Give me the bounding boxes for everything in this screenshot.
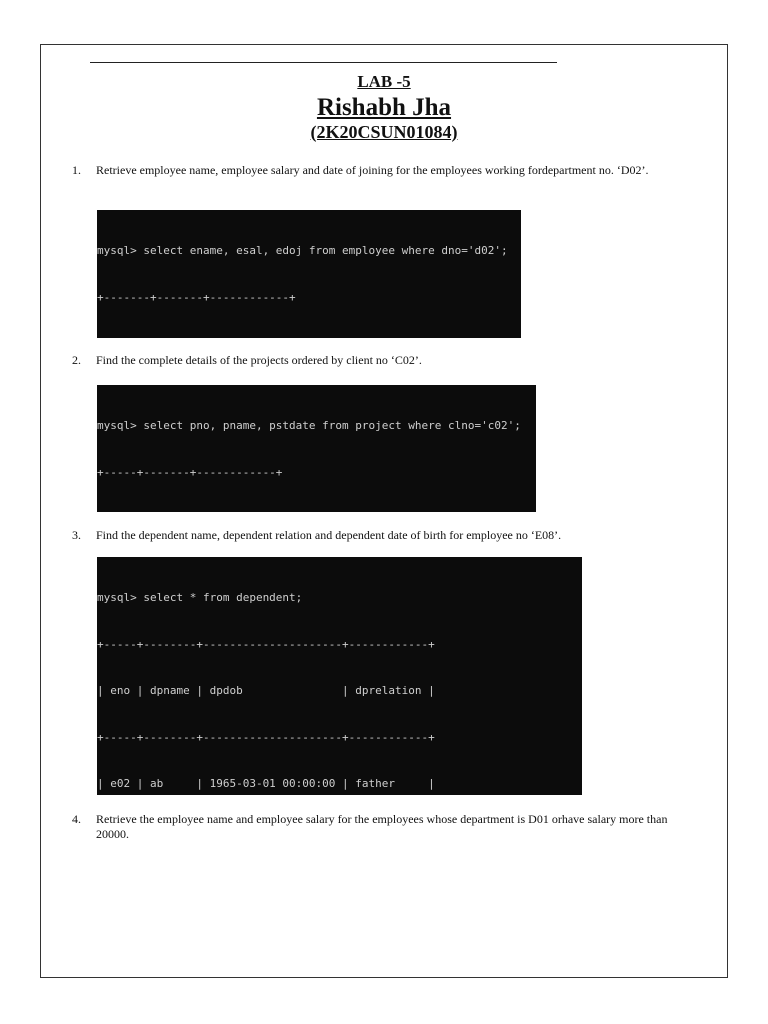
terminal-line: +-----+--------+---------------------+------------+ xyxy=(97,637,435,651)
question-2 xyxy=(72,353,702,368)
question-number: 4. xyxy=(72,812,81,826)
terminal-line xyxy=(97,336,521,338)
question-3 xyxy=(72,528,702,543)
question-text: Find the dependent name, dependent relation and dependent date of birth for employee no ‘E08’. xyxy=(96,528,562,542)
question-number: 3. xyxy=(72,528,81,542)
terminal-output-3 xyxy=(97,557,582,795)
terminal-line xyxy=(97,511,536,512)
terminal-line: mysql> select pno, pname, pstdate from project where clno='c02'; xyxy=(97,419,521,432)
terminal-line: mysql> select ename, esal, edoj from employee where dno='d02'; xyxy=(97,244,508,257)
question-1 xyxy=(72,163,702,178)
terminal-line: | e02 | ab | 1965-03-01 00:00:00 | father | xyxy=(97,777,435,790)
author-name: Rishabh Jha xyxy=(316,94,452,121)
terminal-output-1 xyxy=(97,210,521,338)
question-number: 2. xyxy=(72,353,81,367)
terminal-output-2 xyxy=(97,385,536,512)
question-text: Find the complete details of the projects ordered by client no ‘C02’. xyxy=(96,353,422,367)
terminal-line: +-----+--------+---------------------+------------+ xyxy=(97,730,435,744)
question-text: Retrieve employee name, employee salary and date of joining for the employees working fordepartment no. ‘D02’. xyxy=(96,163,649,177)
terminal-line: +-----+-------+------------+ xyxy=(97,465,283,479)
question-number: 1. xyxy=(72,163,81,177)
terminal-line: | eno | dpname | dpdob | dprelation | xyxy=(97,684,435,697)
terminal-line: mysql> select * from dependent; xyxy=(97,591,303,604)
terminal-line: +-------+-------+------------+ xyxy=(97,290,296,304)
roll-number: (2K20CSUN01084) xyxy=(310,122,458,142)
lab-title: LAB -5 xyxy=(357,72,411,91)
question-4 xyxy=(72,812,702,842)
header-rule xyxy=(90,62,557,63)
question-text: Retrieve the employee name and employee salary for the employees whose department is D01 orhave salary more than 20000. xyxy=(96,812,668,841)
